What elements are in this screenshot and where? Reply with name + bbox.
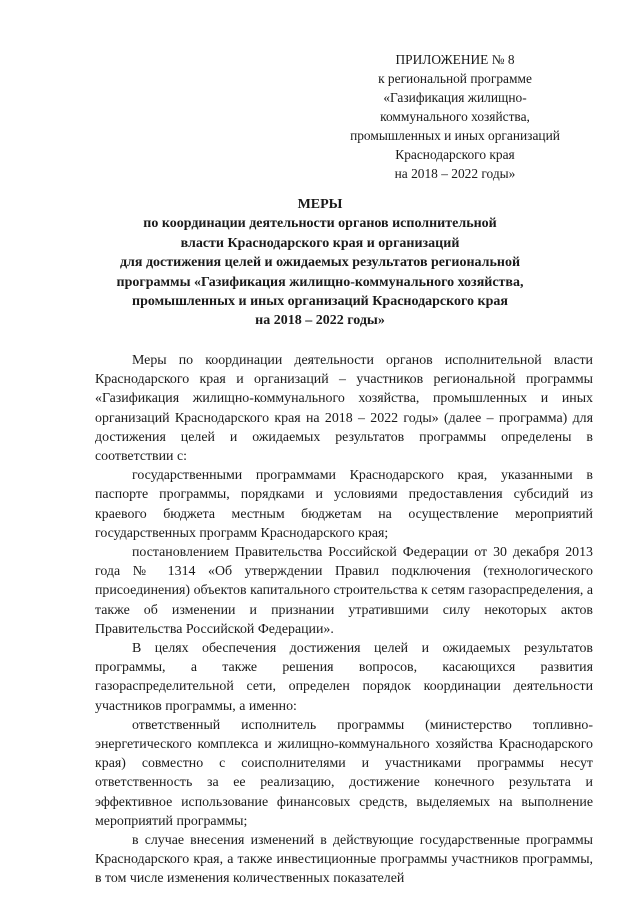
- title-line: власти Краснодарского края и организаций: [180, 235, 460, 251]
- appendix-line: «Газификация жилищно-: [383, 90, 527, 105]
- appendix-line: Краснодарского края: [395, 147, 515, 162]
- appendix-line: на 2018 – 2022 годы»: [394, 166, 516, 181]
- title-heading: МЕРЫ: [297, 197, 343, 212]
- body-paragraph: постановлением Правительства Российской Федерации от 30 декабря 2013 года № 1314 «Об утверждении Правил подключения (технологического присоединения) объектов капитального строительства к сетям газораспределения, а также об изменении и признании утратившими силу некоторых актов Правительства Российской Федерации».: [95, 545, 593, 637]
- appendix-line: к региональной программе: [378, 71, 532, 86]
- body-paragraph: ответственный исполнитель программы (министерство топливно-энергетического комплекса и жилищно-коммунального хозяйства Краснодарского края) совместно с соисполнителями и участниками программы несут ответственность за ее реализацию, достижение конечного результата и эффективное использование финансовых средств, выделяемых на выполнение мероприятий программы;: [95, 717, 593, 829]
- body-paragraph: государственными программами Краснодарского края, указанными в паспорте программы, порядками и условиями предоставления субсидий из краевого бюджета местным бюджетам на осуществление мероприятий государственных программ Краснодарского края;: [95, 468, 593, 541]
- appendix-line: коммунального хозяйства,: [380, 109, 530, 124]
- document-body: [95, 351, 593, 889]
- appendix-header: [330, 50, 580, 183]
- document-title: [80, 195, 560, 331]
- appendix-number: ПРИЛОЖЕНИЕ № 8: [395, 52, 515, 67]
- body-paragraph: в случае внесения изменений в действующие государственные программы Краснодарского края, а также инвестиционные программы участников программы, в том числе изменения количественных показателей: [95, 833, 593, 887]
- title-line: для достижения целей и ожидаемых результатов региональной: [119, 255, 521, 271]
- title-line: промышленных и иных организаций Краснодарского края: [132, 294, 508, 310]
- appendix-line: промышленных и иных организаций: [350, 128, 560, 143]
- body-paragraph: Меры по координации деятельности органов исполнительной власти Краснодарского края и организаций – участников региональной программы «Газификация жилищно-коммунального хозяйства, промышленных и иных организаций Краснодарского края на 2018 – 2022 годы» (далее – программа) для достижения целей и ожидаемых результатов программы определены в соответствии с:: [95, 353, 593, 465]
- title-line: по координации деятельности органов исполнительной: [143, 216, 497, 232]
- body-paragraph: В целях обеспечения достижения целей и ожидаемых результатов программы, а также решения вопросов, касающихся развития газораспределительной сети, определен порядок координации деятельности участников программы, а именно:: [95, 641, 593, 714]
- title-line: на 2018 – 2022 годы»: [255, 313, 385, 329]
- title-line: программы «Газификация жилищно-коммунального хозяйства,: [116, 274, 524, 290]
